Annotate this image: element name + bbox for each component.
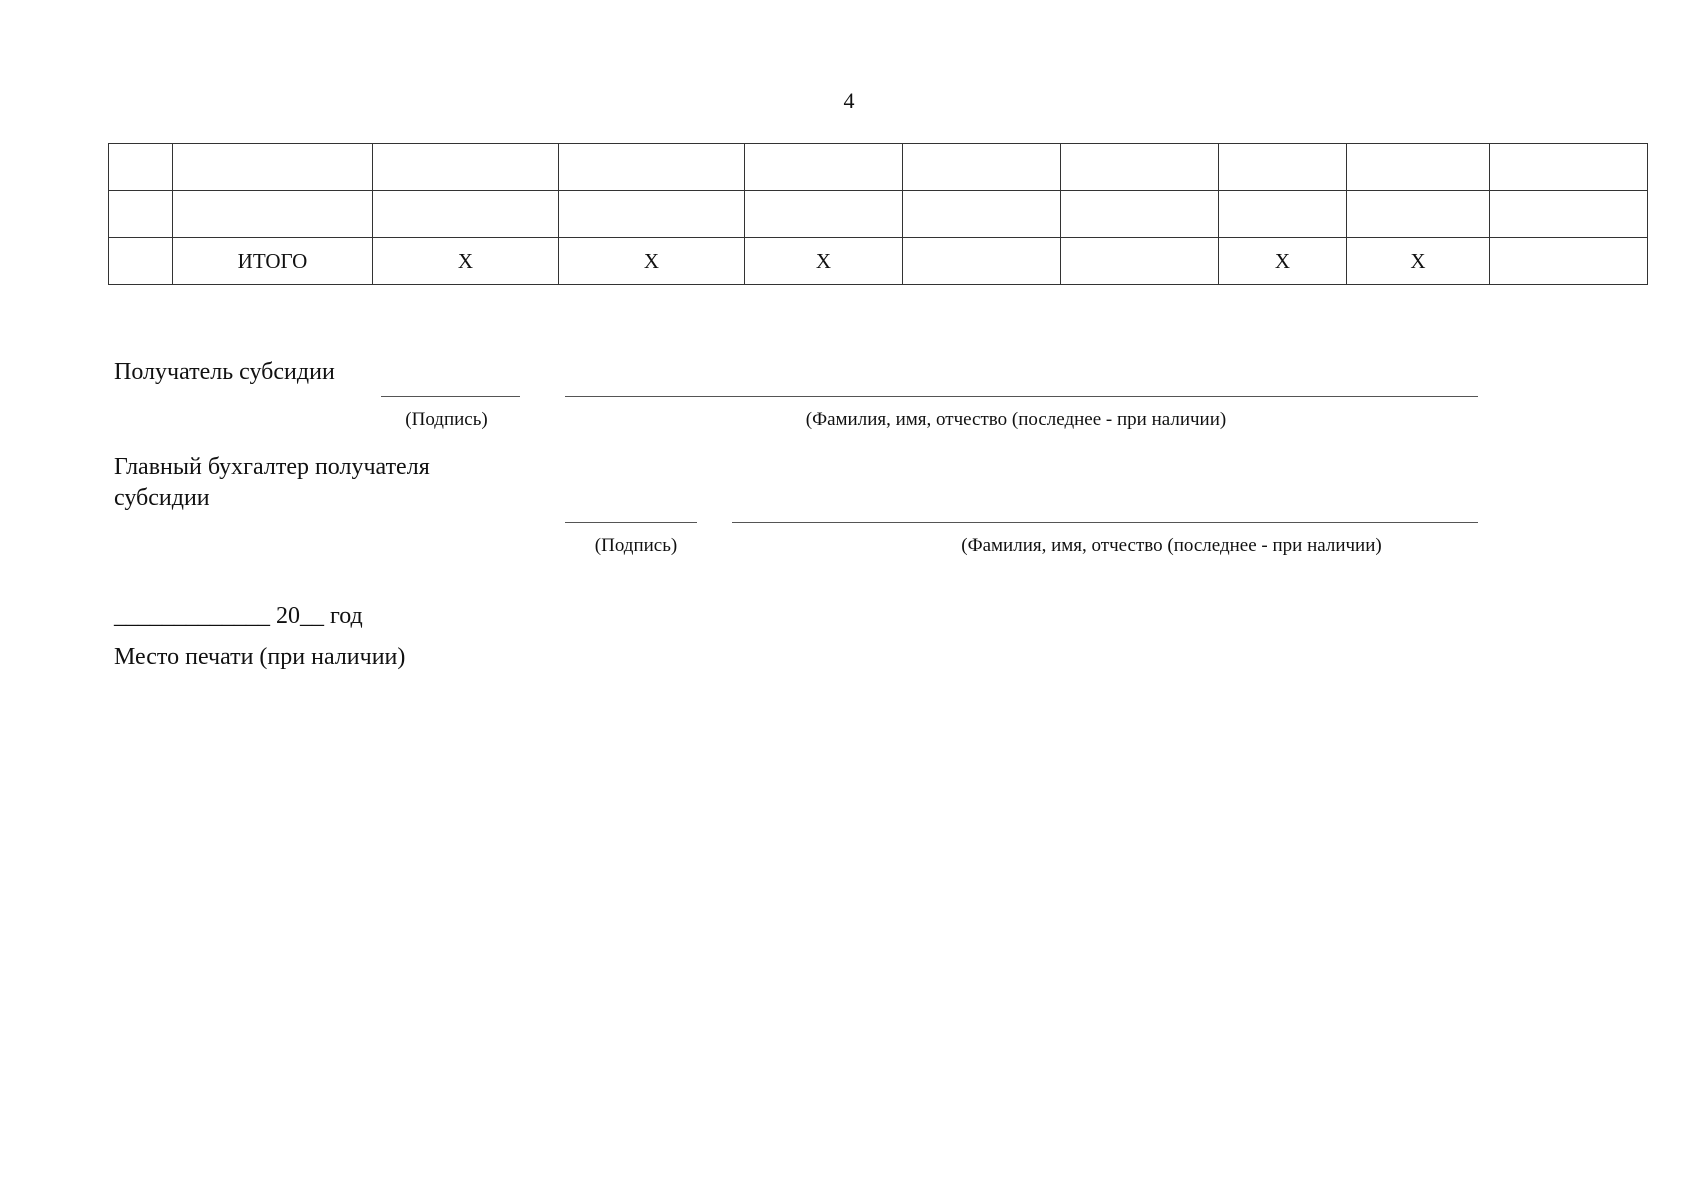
table-cell	[1061, 191, 1219, 238]
summary-table	[108, 143, 1648, 285]
table-cell	[903, 144, 1061, 191]
table-row	[109, 144, 1648, 191]
table-cell	[903, 238, 1061, 285]
table-cell	[1061, 144, 1219, 191]
accountant-signature-line	[565, 522, 697, 523]
accountant-label-line1: Главный бухгалтер получателя	[114, 454, 430, 480]
table-cell	[1490, 144, 1648, 191]
accountant-name-line	[732, 522, 1478, 523]
table-row	[109, 238, 1648, 285]
table-cell	[109, 238, 173, 285]
table-cell: Х	[1219, 238, 1347, 285]
table-cell	[109, 144, 173, 191]
table-cell	[745, 144, 903, 191]
table-cell	[173, 144, 373, 191]
table-cell	[1490, 238, 1648, 285]
table-cell	[1347, 191, 1490, 238]
table-cell: Х	[1347, 238, 1490, 285]
date-line: _____________ 20__ год	[114, 603, 363, 629]
table-cell: Х	[373, 238, 559, 285]
accountant-label-line2: субсидии	[114, 485, 210, 511]
recipient-name-caption: (Фамилия, имя, отчество (последнее - при наличии)	[805, 409, 1227, 430]
table-cell	[373, 144, 559, 191]
table-cell	[1347, 144, 1490, 191]
table-cell	[373, 191, 559, 238]
table-cell: Х	[559, 238, 745, 285]
table-cell	[745, 191, 903, 238]
recipient-signature-line	[381, 396, 520, 397]
table-cell	[1061, 238, 1219, 285]
recipient-label: Получатель субсидии	[114, 359, 335, 385]
table-cell	[1490, 191, 1648, 238]
accountant-signature-caption: (Подпись)	[594, 535, 678, 556]
table-cell: Х	[745, 238, 903, 285]
table-cell	[1219, 191, 1347, 238]
table-row	[109, 191, 1648, 238]
table-cell	[109, 191, 173, 238]
recipient-signature-caption: (Подпись)	[405, 409, 488, 430]
table-cell	[1219, 144, 1347, 191]
table-cell	[903, 191, 1061, 238]
page-number: 4	[843, 88, 855, 113]
table-cell	[173, 191, 373, 238]
table-body	[109, 144, 1648, 285]
accountant-name-caption: (Фамилия, имя, отчество (последнее - при наличии)	[961, 535, 1382, 556]
table-cell: ИТОГО	[173, 238, 373, 285]
table-cell	[559, 191, 745, 238]
stamp-label: Место печати (при наличии)	[114, 644, 406, 670]
table-cell	[559, 144, 745, 191]
recipient-name-line	[565, 396, 1478, 397]
